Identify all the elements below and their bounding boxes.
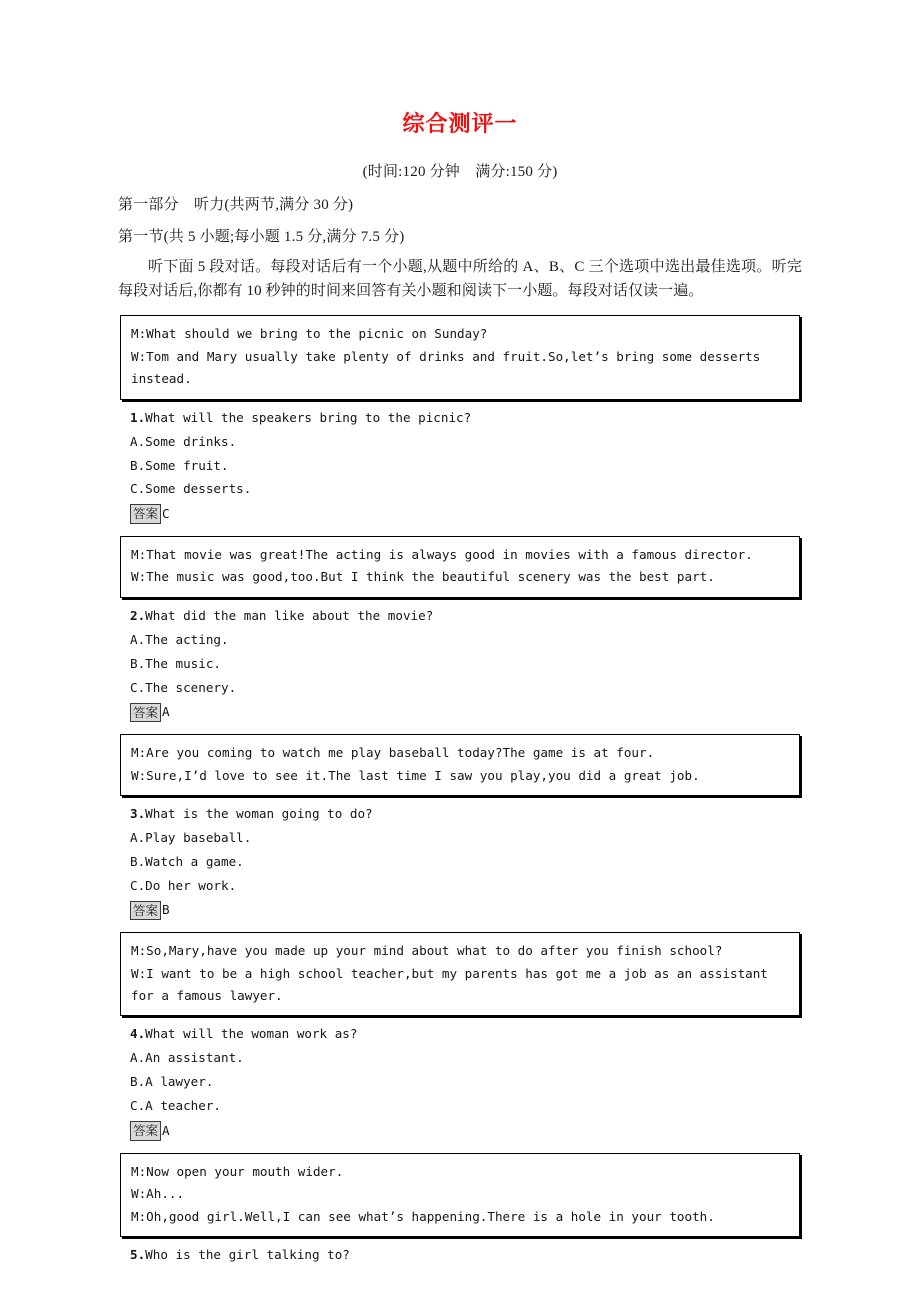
option-a[interactable]: A.An assistant. — [130, 1050, 244, 1066]
dialogue-line: M:Now open your mouth wider. — [131, 1163, 344, 1179]
question-block — [118, 400, 802, 524]
dialogue-line: W:The music was good,too.But I think the beautiful scenery was the best part. — [131, 569, 715, 585]
answer-row — [130, 501, 802, 524]
question-text: What did the man like about the movie? — [145, 607, 434, 623]
answer-row — [130, 700, 802, 723]
option-b[interactable]: B.Watch a game. — [130, 853, 244, 869]
dialogue-box — [120, 536, 800, 598]
page-title: 综合测评一 — [402, 112, 518, 137]
dialogue-line: M:What should we bring to the picnic on Sunday? — [131, 326, 488, 342]
question-number: 3. — [130, 805, 146, 821]
question-number: 1. — [130, 409, 146, 425]
answer-label-badge: 答案 — [130, 901, 161, 921]
page-content — [118, 0, 802, 1267]
option-a[interactable]: A.The acting. — [130, 631, 229, 647]
part-heading: 第一部分 听力(共两节,满分 30 分) — [118, 197, 354, 214]
answer-label-badge: 答案 — [130, 703, 161, 723]
dialogue-line: M:Oh,good girl.Well,I can see what’s happening.There is a hole in your tooth. — [131, 1208, 715, 1224]
dialogue-box — [120, 315, 800, 399]
question-text: What will the woman work as? — [145, 1026, 358, 1042]
answer-label-badge: 答案 — [130, 1121, 161, 1141]
option-a[interactable]: A.Play baseball. — [130, 829, 252, 845]
answer-row — [130, 898, 802, 921]
option-c[interactable]: C.Do her work. — [130, 877, 237, 893]
question-stem — [130, 400, 802, 430]
question-block — [118, 1016, 802, 1140]
question-stem — [130, 1237, 802, 1267]
answer-value: B — [162, 902, 170, 918]
answer-row — [130, 1118, 802, 1141]
option-b[interactable]: B.A lawyer. — [130, 1074, 214, 1090]
answer-value: A — [162, 1122, 170, 1138]
question-number: 2. — [130, 607, 146, 623]
dialogue-box — [120, 1153, 800, 1237]
dialogue-box — [120, 932, 800, 1016]
dialogue-line: W:I want to be a high school teacher,but my parents has got me a job as an assistant for a famous lawyer. — [131, 965, 776, 1004]
section-heading: 第一节(共 5 小题;每小题 1.5 分,满分 7.5 分) — [118, 229, 405, 246]
option-b[interactable]: B.Some fruit. — [130, 457, 229, 473]
option-c[interactable]: C.Some desserts. — [130, 481, 252, 497]
option-b[interactable]: B.The music. — [130, 655, 221, 671]
dialogue-line: M:So,Mary,have you made up your mind about what to do after you finish school? — [131, 943, 723, 959]
dialogue-box — [120, 734, 800, 796]
option-a[interactable]: A.Some drinks. — [130, 433, 237, 449]
question-stem — [130, 1016, 802, 1046]
dialogue-line: M:That movie was great!The acting is always good in movies with a famous director. — [131, 547, 753, 563]
question-text: What is the woman going to do? — [145, 805, 373, 821]
option-c[interactable]: C.A teacher. — [130, 1098, 221, 1114]
dialogue-line: W:Sure,I’d love to see it.The last time I saw you play,you did a great job. — [131, 767, 700, 783]
question-number: 5. — [130, 1247, 146, 1263]
dialogue-line: W:Ah... — [131, 1186, 185, 1202]
question-stem — [130, 796, 802, 826]
question-number: 4. — [130, 1026, 146, 1042]
exam-meta-line: (时间:120 分钟 满分:150 分) — [362, 164, 558, 181]
dialogue-line: M:Are you coming to watch me play baseball today?The game is at four. — [131, 745, 655, 761]
question-block — [118, 598, 802, 722]
section-instructions: 听下面 5 段对话。每段对话后有一个小题,从题中所给的 A、B、C 三个选项中选出最佳选项。听完每段对话后,你都有 10 秒钟的时间来回答有关小题和阅读下一小题。每段对话仅读一遍。 — [118, 258, 802, 300]
question-block — [118, 796, 802, 920]
question-text: Who is the girl talking to? — [145, 1247, 350, 1263]
answer-value: C — [162, 505, 170, 521]
dialogue-line: W:Tom and Mary usually take plenty of drinks and fruit.So,let’s bring some desserts instead. — [131, 348, 768, 387]
question-text: What will the speakers bring to the picnic? — [145, 409, 472, 425]
option-c[interactable]: C.The scenery. — [130, 679, 237, 695]
question-stem — [130, 598, 802, 628]
question-block — [118, 1237, 802, 1267]
answer-label-badge: 答案 — [130, 504, 161, 524]
answer-value: A — [162, 704, 170, 720]
